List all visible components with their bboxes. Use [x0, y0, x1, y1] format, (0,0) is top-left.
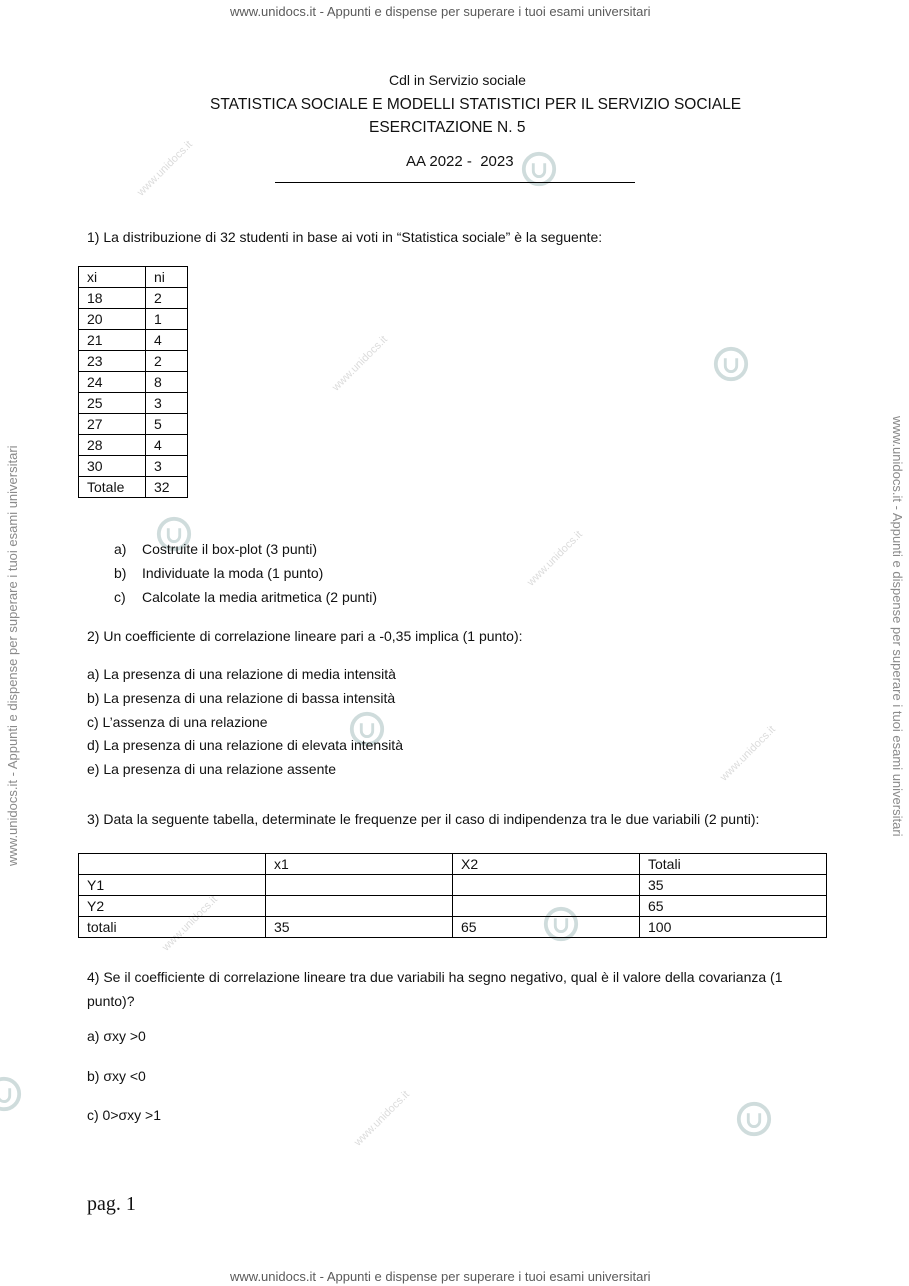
- academic-year: AA 2022 - 2023: [406, 153, 514, 170]
- list-item-text: Costruite il box-plot (3 punti): [142, 541, 318, 557]
- table-cell: 25: [79, 393, 146, 414]
- diagonal-watermark: www.unidocs.it: [352, 1088, 412, 1149]
- table-cell: 1: [146, 309, 188, 330]
- list-item: [114, 589, 377, 605]
- list-item: [114, 565, 323, 581]
- header-divider: [275, 182, 635, 183]
- table-header-row: [79, 267, 188, 288]
- document-title: STATISTICA SOCIALE E MODELLI STATISTICI PER IL SERVIZIO SOCIALE: [210, 96, 742, 113]
- table-cell: [453, 875, 640, 896]
- unidocs-logo-icon: [0, 1075, 23, 1113]
- table-cell: 24: [79, 372, 146, 393]
- table-cell: Totale: [79, 477, 146, 498]
- contingency-table: [78, 853, 827, 938]
- answer-option: a) La presenza di una relazione di media intensità: [87, 666, 396, 682]
- diagonal-watermark: www.unidocs.it: [135, 138, 195, 199]
- table-cell: totali: [79, 917, 266, 938]
- question-2-text: 2) Un coefficiente di correlazione lineare pari a -0,35 implica (1 punto):: [87, 628, 523, 644]
- table-total-row: [79, 917, 827, 938]
- table-cell: 4: [146, 435, 188, 456]
- table-cell: 3: [146, 456, 188, 477]
- table-row: [79, 456, 188, 477]
- table-row: [79, 896, 827, 917]
- table-cell: 28: [79, 435, 146, 456]
- answer-option: c) 0>σxy >1: [87, 1107, 162, 1123]
- table-cell: [79, 854, 266, 875]
- watermark-right: www.unidocs.it - Appunti e dispense per superare i tuoi esami universitari: [890, 416, 905, 837]
- table-cell: 21: [79, 330, 146, 351]
- table-cell: Y1: [79, 875, 266, 896]
- frequency-table: [78, 266, 188, 498]
- table-cell: 23: [79, 351, 146, 372]
- table-cell: Totali: [640, 854, 827, 875]
- table-cell: 2: [146, 288, 188, 309]
- answer-option: e) La presenza di una relazione assente: [87, 761, 337, 777]
- answer-option: c) L’assenza di una relazione: [87, 714, 268, 730]
- table-cell: x1: [266, 854, 453, 875]
- table-cell: 2: [146, 351, 188, 372]
- table-cell: 32: [146, 477, 188, 498]
- question-4-text: 4) Se il coefficiente di correlazione lineare tra due variabili ha segno negativo, qual è il valore della covarianza (1 punto)?: [87, 969, 783, 1009]
- unidocs-logo-icon: [712, 345, 750, 383]
- exercise-title: ESERCITAZIONE N. 5: [369, 119, 526, 136]
- diagonal-watermark: www.unidocs.it: [525, 528, 585, 589]
- table-cell: [453, 896, 640, 917]
- table-cell: Y2: [79, 896, 266, 917]
- table-cell: 65: [640, 896, 827, 917]
- table-header-cell: xi: [79, 267, 146, 288]
- table-total-row: [79, 477, 188, 498]
- course-name: Cdl in Servizio sociale: [389, 72, 526, 88]
- table-cell: X2: [453, 854, 640, 875]
- list-marker: c): [114, 589, 126, 605]
- table-cell: 4: [146, 330, 188, 351]
- table-cell: 18: [79, 288, 146, 309]
- answer-option: b) σxy <0: [87, 1068, 146, 1084]
- diagonal-watermark: www.unidocs.it: [330, 333, 390, 394]
- table-row: [79, 330, 188, 351]
- table-cell: 5: [146, 414, 188, 435]
- answer-option: a) σxy >0: [87, 1028, 146, 1044]
- unidocs-logo-icon: [735, 1100, 773, 1138]
- question-1-text: 1) La distribuzione di 32 studenti in base ai voti in “Statistica sociale” è la seguente:: [87, 229, 603, 245]
- table-header-row: [79, 854, 827, 875]
- watermark-bottom: www.unidocs.it - Appunti e dispense per superare i tuoi esami universitari: [230, 1269, 651, 1284]
- table-cell: 8: [146, 372, 188, 393]
- answer-option: b) La presenza di una relazione di bassa intensità: [87, 690, 396, 706]
- table-row: [79, 393, 188, 414]
- table-row: [79, 372, 188, 393]
- table-header-cell: ni: [146, 267, 188, 288]
- table-row: [79, 288, 188, 309]
- table-cell: [266, 875, 453, 896]
- diagonal-watermark: www.unidocs.it: [160, 893, 220, 954]
- table-cell: 27: [79, 414, 146, 435]
- watermark-top: www.unidocs.it - Appunti e dispense per superare i tuoi esami universitari: [230, 4, 651, 19]
- watermark-left: www.unidocs.it - Appunti e dispense per superare i tuoi esami universitari: [5, 445, 20, 866]
- table-cell: 35: [266, 917, 453, 938]
- table-cell: 100: [640, 917, 827, 938]
- table-cell: 3: [146, 393, 188, 414]
- diagonal-watermark: www.unidocs.it: [718, 723, 778, 784]
- table-cell: 20: [79, 309, 146, 330]
- table-row: [79, 435, 188, 456]
- table-row: [79, 351, 188, 372]
- list-item-text: Calcolate la media aritmetica (2 punti): [142, 589, 377, 605]
- answer-option: d) La presenza di una relazione di elevata intensità: [87, 737, 403, 753]
- table-cell: 35: [640, 875, 827, 896]
- list-marker: a): [114, 541, 127, 557]
- table-row: [79, 875, 827, 896]
- question-3-text: 3) Data la seguente tabella, determinate le frequenze per il caso di indipendenza tra le due variabili (2 punti):: [87, 811, 760, 827]
- page-number: pag. 1: [87, 1193, 136, 1215]
- table-cell: 65: [453, 917, 640, 938]
- table-cell: 30: [79, 456, 146, 477]
- table-cell: [266, 896, 453, 917]
- list-item: [114, 541, 317, 557]
- list-item-text: Individuate la moda (1 punto): [142, 565, 324, 581]
- table-row: [79, 414, 188, 435]
- list-marker: b): [114, 565, 127, 581]
- table-row: [79, 309, 188, 330]
